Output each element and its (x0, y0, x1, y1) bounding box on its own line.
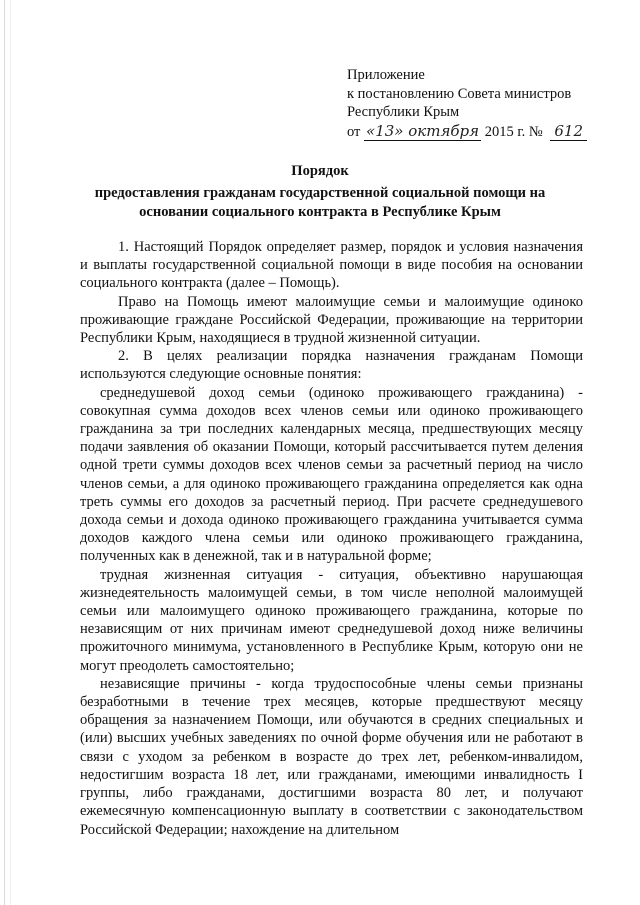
appendix-reference: к постановлению Совета министров (347, 85, 572, 102)
document-body (80, 238, 583, 839)
definition-independent-reasons: независящие причины - когда трудоспособные члены семьи признаны безработными в течение трех месяцев, которые предшествуют месяцу обращения за назначением Помощи, или обучаются в средних специальных и (или) высших учебных заведениях по очной форме обучения или не работают в связи с уходом за ребенком в возрасте до трех лет, ребенком-инвалидом, недостигшим возраста 18 лет, или гражданами, имеющими инвалидность I группы, либо гражданами, достигшими возраста 80 лет, и получают ежемесячную компенсационную выплату в соответствии с законодательством Российской Федерации; нахождение на длительном (80, 675, 583, 838)
paragraph-2: 2. В целях реализации порядка назначения гражданам Помощи используются следующие основные понятия: (80, 348, 583, 383)
date-prefix: от (347, 123, 361, 140)
paragraph-1: 1. Настоящий Порядок определяет размер, порядок и условия назначения и выплаты государственной социальной помощи в виде пособия на основании социального контракта (далее – Помощь). (80, 239, 583, 292)
year-text: 2015 г. № (484, 123, 543, 140)
document-title: Порядок (291, 163, 349, 179)
appendix-title: Приложение (347, 67, 425, 83)
document-subtitle-line2: основании социального контракта в Республике Крым (139, 204, 501, 220)
appendix-date-line (347, 122, 587, 142)
appendix-block (347, 66, 587, 141)
definition-difficult-situation: трудная жизненная ситуация - ситуация, объективно нарушающая жизнедеятельность малоимущей семьи, в том числе неполной малоимущей семьи или малоимущего одиноко проживающего гражданина, которые по независящим от них причинам имеют среднедушевой доход ниже величины прожиточного минимума, установленного в Республике Крым, которую они не могут преодолеть самостоятельно; (80, 566, 583, 674)
definition-average-income: среднедушевой доход семьи (одиноко проживающего гражданина) - совокупная сумма доходов всех членов семьи или одиноко проживающего гражданина за три последних календарных месяца, предшествующих месяцу подачи заявления об оказании Помощи, который рассчитывается путем деления одной трети суммы доходов всех членов семьи за расчетный период на число членов семьи, а для одиноко проживающего гражданина определяется как одна треть суммы его доходов за расчетный период. При расчете среднедушевого дохода семьи и дохода одиноко проживающего гражданина учитывается сумма доходов каждого члена семьи или одиноко проживающего гражданина, полученных как в денежной, так и в натуральной форме; (80, 384, 583, 565)
handwritten-number: 612 (550, 122, 587, 142)
scan-edge-line (10, 0, 11, 905)
paragraph-right-to-help: Право на Помощь имеют малоимущие семьи и малоимущие одиноко проживающие граждане Российской Федерации, проживающие на территории Республики Крым, находящиеся в трудной жизненной ситуации. (80, 293, 583, 347)
handwritten-date: «13» октября (366, 121, 480, 140)
scan-edge-line (4, 0, 5, 905)
appendix-republic: Республики Крым (347, 104, 460, 120)
document-subtitle-line1: предоставления гражданам государственной социальной помощи на (94, 185, 546, 201)
